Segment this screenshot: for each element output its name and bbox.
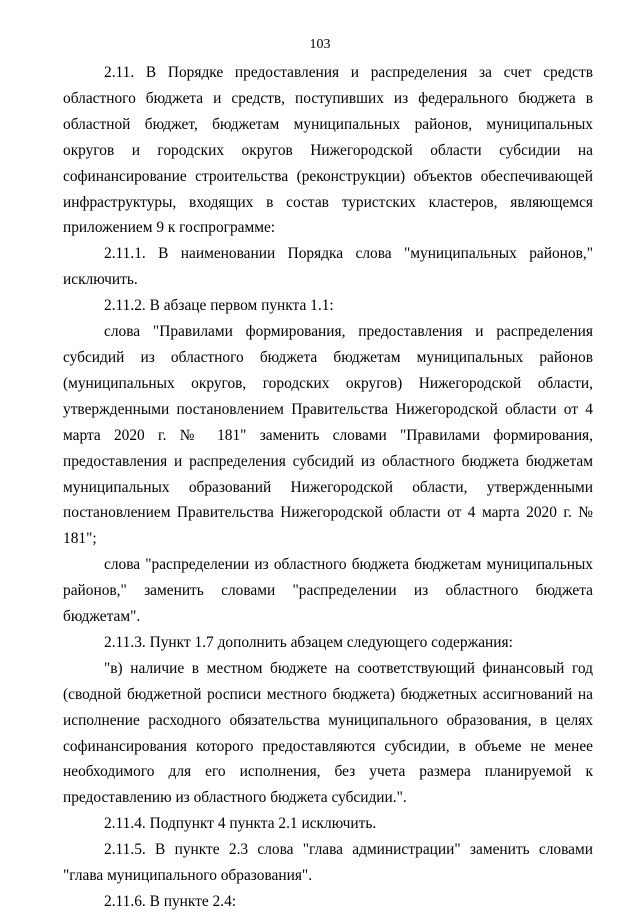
paragraph-2-11-6: 2.11.6. В пункте 2.4:: [104, 893, 237, 910]
paragraph-2-11: 2.11. В Порядке предоставления и распределения за счет средств областного бюджета и средств, поступивших из федерального бюджета в областной бюджет, бюджетам муниципальных районов, муниципальных округов и городских округов Нижегородской области субсидии на софинансирование строительства (реконструкции) объектов обеспечивающей инфраструктуры, входящих в состав туристских кластеров, являющемся приложением 9 к госпрограмме:: [63, 64, 593, 237]
paragraph-item-v: "в) наличие в местном бюджете на соответствующий финансовый год (сводной бюджетной росписи местного бюджета) бюджетных ассигнований на исполнение расходного обязательства муниципального образования, в целях софинансирования которого предоставляются субсидии, в объеме не менее необходимого для его исполнения, без учета размера планируемой к предоставлению из областного бюджета субсидии.".: [63, 659, 593, 807]
paragraph-2-11-5: 2.11.5. В пункте 2.3 слова "глава администрации" заменить словами "глава муниципального образования".: [63, 841, 593, 885]
paragraph-2-11-3: 2.11.3. Пункт 1.7 дополнить абзацем следующего содержания:: [104, 633, 513, 651]
paragraph-words-distribution: слова "распределении из областного бюджета бюджетам муниципальных районов," заменить словами "распределении из областного бюджета бюджетам".: [63, 556, 593, 626]
paragraph-words-rules: слова "Правилами формирования, предоставления и распределения субсидий из областного бюджета бюджетам муниципальных районов (муниципальных округов, городских округов) Нижегородской области, утвержденными постановлением Правительства Нижегородской области от 4 марта 2020 г. № 181" заменить словами "Правилами формирования, предоставления и распределения субсидий из областного бюджета бюджетам муниципальных образований Нижегородской области, утвержденными постановлением Правительства Нижегородской области от 4 марта 2020 г. № 181";: [63, 323, 593, 548]
paragraph-2-11-2: 2.11.2. В абзаце первом пункта 1.1:: [104, 297, 334, 315]
page-number: 103: [309, 37, 331, 52]
document-body: [63, 60, 593, 915]
paragraph-2-11-4: 2.11.4. Подпункт 4 пункта 2.1 исключить.: [104, 815, 377, 833]
paragraph-2-11-1: 2.11.1. В наименовании Порядка слова "муниципальных районов," исключить.: [63, 245, 593, 289]
